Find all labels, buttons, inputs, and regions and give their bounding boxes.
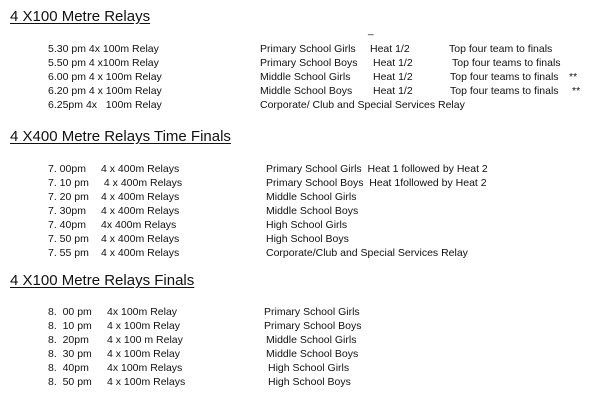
- schedule-row: [0, 162, 600, 176]
- time: 7. 30pm: [48, 205, 86, 217]
- event: 4x 100m Relay: [107, 306, 178, 318]
- event: 4 x 100m Relays: [107, 376, 186, 388]
- schedule-row: [0, 305, 600, 319]
- heat: Heat 1/2: [373, 85, 413, 97]
- schedule-row: [0, 56, 600, 70]
- stray-mark: _: [368, 25, 374, 36]
- event: 4 x 400m Relays: [101, 191, 180, 203]
- category: High School Girls: [268, 362, 350, 374]
- time: 7. 20 pm: [48, 191, 89, 203]
- schedule-row: [0, 190, 600, 204]
- time-event: 5.50 pm 4 x100m Relay: [48, 57, 159, 69]
- category: Primary School Boys: [260, 57, 358, 69]
- event: 4 x 100 m Relay: [107, 334, 183, 346]
- heat: Heat 1/2: [373, 71, 413, 83]
- schedule-row: [0, 176, 600, 190]
- category: Primary School Boys Heat 1followed by Heat 2: [266, 177, 487, 189]
- time: 7. 10 pm: [48, 177, 89, 189]
- category: Corporate/ Club and Special Services Relay: [260, 99, 465, 111]
- heat: Heat 1/2: [373, 57, 413, 69]
- event: 4 x 400m Relays: [101, 163, 180, 175]
- category: High School Boys: [268, 376, 351, 388]
- schedule-row: [0, 84, 600, 98]
- category: Middle School Boys: [266, 205, 359, 217]
- event: 4x 400m Relays: [101, 219, 177, 231]
- category: Middle School Boys: [266, 348, 359, 360]
- event: 4 x 400m Relays: [101, 247, 180, 259]
- category: Middle School Girls: [260, 71, 351, 83]
- category: Primary School Girls Heat 1 followed by Heat 2: [266, 163, 488, 175]
- category: Corporate/Club and Special Services Relay: [266, 247, 468, 259]
- time: 7. 00pm: [48, 163, 86, 175]
- category: Primary School Boys: [264, 320, 362, 332]
- event: 4x 100m Relays: [107, 362, 183, 374]
- note: Top four teams to finals: [452, 57, 561, 69]
- asterisk-mark: **: [569, 71, 578, 83]
- schedule-row: [0, 246, 600, 260]
- time: 8. 10 pm: [48, 320, 92, 332]
- time-event: 6.20 pm 4 x 100m Relay: [48, 85, 162, 97]
- event: 4 x 400m Relays: [101, 233, 180, 245]
- time: 8. 40pm: [48, 362, 89, 374]
- time: 7. 55 pm: [48, 247, 89, 259]
- schedule-row: [0, 42, 600, 56]
- note: Top four teams to finals: [450, 85, 559, 97]
- time: 8. 20pm: [48, 334, 89, 346]
- event: 4 x 100m Relay: [107, 348, 180, 360]
- schedule-row: [0, 347, 600, 361]
- category: Middle School Girls: [266, 334, 357, 346]
- category: High School Boys: [266, 233, 349, 245]
- time: 8. 50 pm: [48, 376, 92, 388]
- heat: Heat 1/2: [370, 43, 410, 55]
- category: High School Girls: [266, 219, 348, 231]
- schedule-row: [0, 204, 600, 218]
- time: 7. 40pm: [48, 219, 86, 231]
- schedule-row: [0, 232, 600, 246]
- schedule-row: [0, 333, 600, 347]
- event: 4 x 400m Relays: [101, 205, 180, 217]
- time: 7. 50 pm: [48, 233, 89, 245]
- time-event: 6.25pm 4x 100m Relay: [48, 99, 162, 111]
- section-title-4x100-relays: 4 X100 Metre Relays: [10, 8, 151, 25]
- category: Middle School Boys: [260, 85, 353, 97]
- note: Top four teams to finals: [450, 71, 559, 83]
- note: Top four team to finals: [449, 43, 553, 55]
- asterisk-mark: **: [572, 85, 581, 97]
- schedule-row: [0, 218, 600, 232]
- time-event: 6.00 pm 4 x 100m Relay: [48, 71, 162, 83]
- section-title-4x400-time-finals: 4 X400 Metre Relays Time Finals: [10, 128, 231, 145]
- event: 4 x 100m Relay: [107, 320, 180, 332]
- time: 8. 30 pm: [48, 348, 92, 360]
- category: Primary School Girls: [264, 306, 360, 318]
- category: Primary School Girls: [260, 43, 356, 55]
- schedule-row: [0, 361, 600, 375]
- time: 8. 00 pm: [48, 306, 92, 318]
- event: 4 x 400m Relays: [101, 177, 183, 189]
- section-title-4x100-finals: 4 X100 Metre Relays Finals: [10, 272, 195, 289]
- category: Middle School Girls: [266, 191, 357, 203]
- schedule-row: [0, 70, 600, 84]
- time-event: 5.30 pm 4x 100m Relay: [48, 43, 159, 55]
- schedule-row: [0, 319, 600, 333]
- schedule-row: [0, 375, 600, 389]
- schedule-row: [0, 98, 600, 112]
